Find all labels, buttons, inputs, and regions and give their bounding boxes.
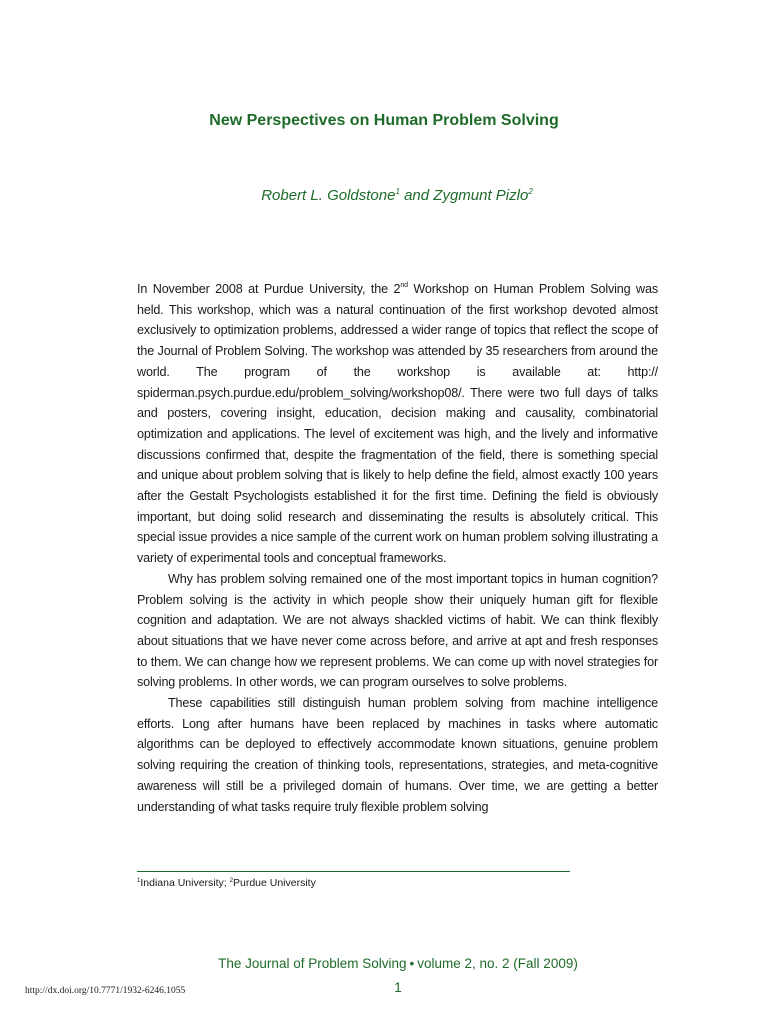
- author-2: Zygmunt Pizlo: [433, 187, 529, 204]
- bullet-separator: •: [409, 956, 415, 971]
- paragraph-2: Why has problem solving remained one of the most important topics in human cognition? Problem solving is the activity in which people show their uniquely human gift for flexible cognition and adaptation. We are not always shackled victims of habit. We can think flexibly about situations that we have never come across before, and arrive at apt and fresh responses to them. We can change how we represent problems. We can come up with novel strategies for solving problems. In other words, we can program ourselves to solve problems.: [137, 571, 658, 690]
- footnote-divider: [137, 871, 570, 872]
- paper-title: New Perspectives on Human Problem Solving: [209, 112, 559, 129]
- journal-volume: volume 2, no. 2 (Fall 2009): [417, 956, 578, 971]
- paragraph-1: In November 2008 at Purdue University, the 2nd Workshop on Human Problem Solving was held. This workshop, which was a natural continuation of the first workshop devoted almost exclusively to optimization problems, addressed a wider range of topics that reflect the scope of the Journal of Problem Solving. The workshop was attended by 35 researchers from around the world. The program of the workshop is available at: http:// spiderman.psych.purdue.edu/problem_solving/workshop08/. There were two full days of talks and posters, covering insight, education, decision making and causality, combinatorial optimization and applications. The level of excitement was high, and the lively and informative discussions confirmed that, despite the fragmentation of the field, there is something special and unique about problem solving that is likely to help define the field, almost exactly 100 years after the Gestalt Psychologists established it for the first time. Defining the field is obviously important, but doing solid research and disseminating the results is absolutely critical. This special issue provides a nice sample of the current work on human problem solving illustrating a variety of experimental tools and conceptual frameworks.: [137, 282, 658, 566]
- page-number: 1: [394, 979, 402, 995]
- author-line: [0, 187, 768, 204]
- doi-link[interactable]: http://dx.doi.org/10.7771/1932-6246.1055: [25, 986, 186, 996]
- journal-footer: [0, 956, 768, 971]
- footnote-affiliations: $^1$Indiana University; $^2$Purdue University: [137, 877, 316, 889]
- ordinal-superscript: nd: [400, 282, 408, 289]
- journal-name: The Journal of Problem Solving: [218, 956, 407, 971]
- author-1-affiliation-mark: 1: [395, 187, 400, 196]
- author-joiner: and: [399, 187, 434, 204]
- paragraph-3: These capabilities still distinguish human problem solving from machine intelligence efforts. Long after humans have been replaced by machines in tasks where automatic algorithms can be deployed to effectively accommodate known situations, genuine problem solving requiring the creation of thinking tools, representations, strategies, and meta-cognitive awareness will still be a privileged domain of humans. Over time, we are getting a better understanding of what tasks require truly flexible problem solving: [137, 696, 658, 814]
- author-2-affiliation-mark: 2: [528, 187, 533, 196]
- body-text: [137, 279, 658, 817]
- author-1: Robert L. Goldstone: [261, 187, 396, 204]
